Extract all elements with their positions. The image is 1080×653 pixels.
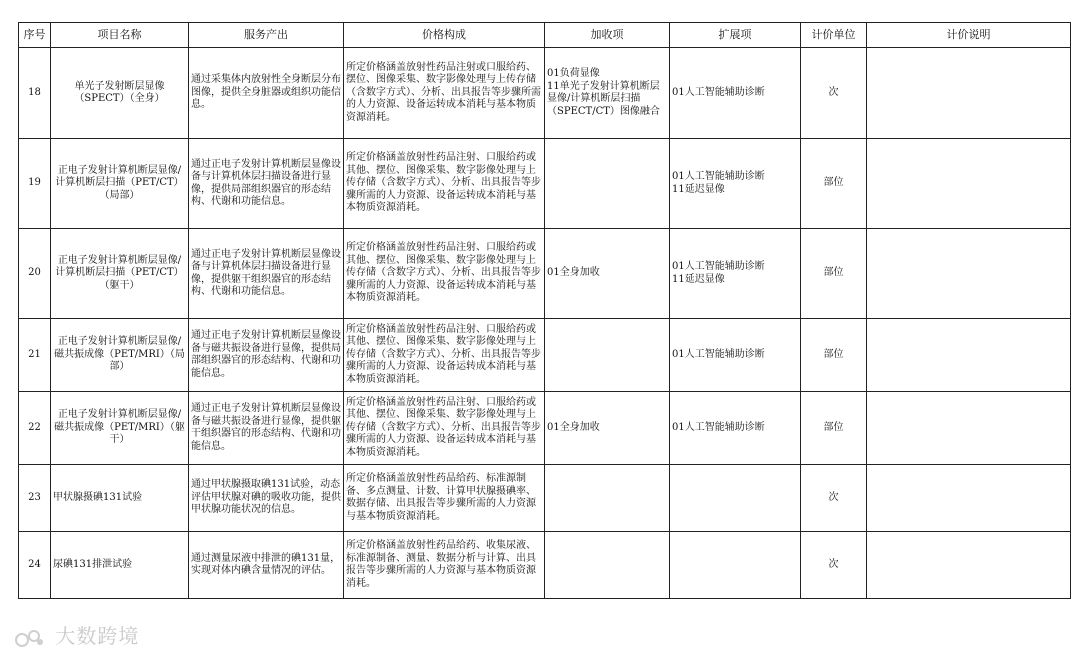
row-output: 通过正电子发射计算机断层显像设备与计算机体层扫描设备进行显像，提供躯干组织器官的形态结构、代谢和功能信息。: [189, 229, 344, 319]
row-name: 尿碘131排泄试验: [51, 532, 189, 599]
row-surcharge: 01全身加收: [545, 392, 670, 465]
watermark-text: 大数跨境: [55, 624, 140, 648]
row-extension: 01人工智能辅助诊断: [670, 48, 801, 139]
row-name: 甲状腺摄碘131试验: [51, 465, 189, 532]
row-extension: [670, 465, 801, 532]
row-surcharge: [545, 139, 670, 229]
header-output: 服务产出: [189, 23, 344, 48]
header-price: 价格构成: [344, 23, 545, 48]
row-price: 所定价格涵盖放射性药品给药、标准源制备、多点测量、计数、计算甲状腺摄碘率、数据存储、出具报告等步骤所需的人力资源与基本物质资源消耗。: [344, 465, 545, 532]
row-unit: 次: [801, 465, 867, 532]
header-name: 项目名称: [51, 23, 189, 48]
row-unit: 部位: [801, 319, 867, 392]
row-surcharge: 01负荷显像 11单光子发射计算机断层显像/计算机断层扫描（SPECT/CT）图像融合: [545, 48, 670, 139]
row-price: 所定价格涵盖放射性药品注射、口服给药或其他、摆位、图像采集、数字影像处理与上传存储（含数字方式）、分析、出具报告等步骤所需的人力资源、设备运转成本消耗与基本物质资源消耗。: [344, 392, 545, 465]
table-row: [19, 229, 1071, 319]
row-surcharge: [545, 319, 670, 392]
row-price: 所定价格涵盖放射性药品给药、收集尿液、标准源制备、测量、数据分析与计算、出具报告等步骤所需的人力资源与基本物质资源消耗。: [344, 532, 545, 599]
table-row: [19, 392, 1071, 465]
row-no: 21: [19, 319, 51, 392]
table-row: [19, 139, 1071, 229]
row-price: 所定价格涵盖放射性药品注射、口服给药或其他、摆位、图像采集、数字影像处理与上传存储（含数字方式）、分析、出具报告等步骤所需的人力资源、设备运转成本消耗与基本物质资源消耗。: [344, 319, 545, 392]
pricing-table: [18, 22, 1071, 599]
row-no: 22: [19, 392, 51, 465]
table-row: [19, 319, 1071, 392]
row-surcharge: [545, 532, 670, 599]
row-unit: 次: [801, 48, 867, 139]
row-surcharge: 01全身加收: [545, 229, 670, 319]
row-output: 通过甲状腺摄取碘131试验，动态评估甲状腺对碘的吸收功能，提供甲状腺功能状况的信息。: [189, 465, 344, 532]
row-note: [867, 319, 1071, 392]
row-extension: 01人工智能辅助诊断: [670, 392, 801, 465]
table-row: [19, 48, 1071, 139]
row-output: 通过正电子发射计算机断层显像设备与磁共振设备进行显像，提供躯干组织器官的形态结构、代谢和功能信息。: [189, 392, 344, 465]
row-extension: 01人工智能辅助诊断 11延迟显像: [670, 139, 801, 229]
row-price: 所定价格涵盖放射性药品注射、口服给药或其他、摆位、图像采集、数字影像处理与上传存储（含数字方式）、分析、出具报告等步骤所需的人力资源、设备运转成本消耗与基本物质资源消耗。: [344, 229, 545, 319]
row-extension: 01人工智能辅助诊断: [670, 319, 801, 392]
row-name: 正电子发射计算机断层显像/计算机断层扫描（PET/CT）（躯干）: [51, 229, 189, 319]
row-price: 所定价格涵盖放射性药品注射、口服给药或其他、摆位、图像采集、数字影像处理与上传存储（含数字方式）、分析、出具报告等步骤所需的人力资源、设备运转成本消耗与基本物质资源消耗。: [344, 139, 545, 229]
row-note: [867, 139, 1071, 229]
row-no: 23: [19, 465, 51, 532]
watermark-logo-icon: [14, 628, 44, 648]
row-note: [867, 229, 1071, 319]
table-row: [19, 532, 1071, 599]
row-output: 通过正电子发射计算机断层显像设备与磁共振设备进行显像，提供局部组织器官的形态结构、代谢和功能信息。: [189, 319, 344, 392]
row-output: 通过采集体内放射性全身断层分布图像，提供全身脏器或组织功能信息。: [189, 48, 344, 139]
row-output: 通过测量尿液中排泄的碘131量，实现对体内碘含量情况的评估。: [189, 532, 344, 599]
watermark: [14, 620, 139, 649]
row-surcharge: [545, 465, 670, 532]
table-row: [19, 465, 1071, 532]
row-name: 正电子发射计算机断层显像/磁共振成像（PET/MRI）（局部）: [51, 319, 189, 392]
row-output: 通过正电子发射计算机断层显像设备与计算机体层扫描设备进行显像，提供局部组织器官的形态结构、代谢和功能信息。: [189, 139, 344, 229]
row-name: 单光子发射断层显像（SPECT）（全身）: [51, 48, 189, 139]
row-no: 20: [19, 229, 51, 319]
row-note: [867, 392, 1071, 465]
row-extension: [670, 532, 801, 599]
row-note: [867, 532, 1071, 599]
row-extension: 01人工智能辅助诊断 11延迟显像: [670, 229, 801, 319]
row-note: [867, 465, 1071, 532]
row-name: 正电子发射计算机断层显像/磁共振成像（PET/MRI）（躯干）: [51, 392, 189, 465]
header-unit: 计价单位: [801, 23, 867, 48]
header-surcharge: 加收项: [545, 23, 670, 48]
row-no: 18: [19, 48, 51, 139]
row-unit: 部位: [801, 392, 867, 465]
row-unit: 次: [801, 532, 867, 599]
header-extension: 扩展项: [670, 23, 801, 48]
row-no: 19: [19, 139, 51, 229]
row-name: 正电子发射计算机断层显像/计算机断层扫描（PET/CT）（局部）: [51, 139, 189, 229]
row-no: 24: [19, 532, 51, 599]
row-unit: 部位: [801, 229, 867, 319]
row-note: [867, 48, 1071, 139]
header-no: 序号: [19, 23, 51, 48]
row-unit: 部位: [801, 139, 867, 229]
row-price: 所定价格涵盖放射性药品注射或口服给药、摆位、图像采集、数字影像处理与上传存储（含数字方式）、分析、出具报告等步骤所需的人力资源、设备运转成本消耗与基本物质资源消耗。: [344, 48, 545, 139]
header-row: [19, 23, 1071, 48]
header-note: 计价说明: [867, 23, 1071, 48]
